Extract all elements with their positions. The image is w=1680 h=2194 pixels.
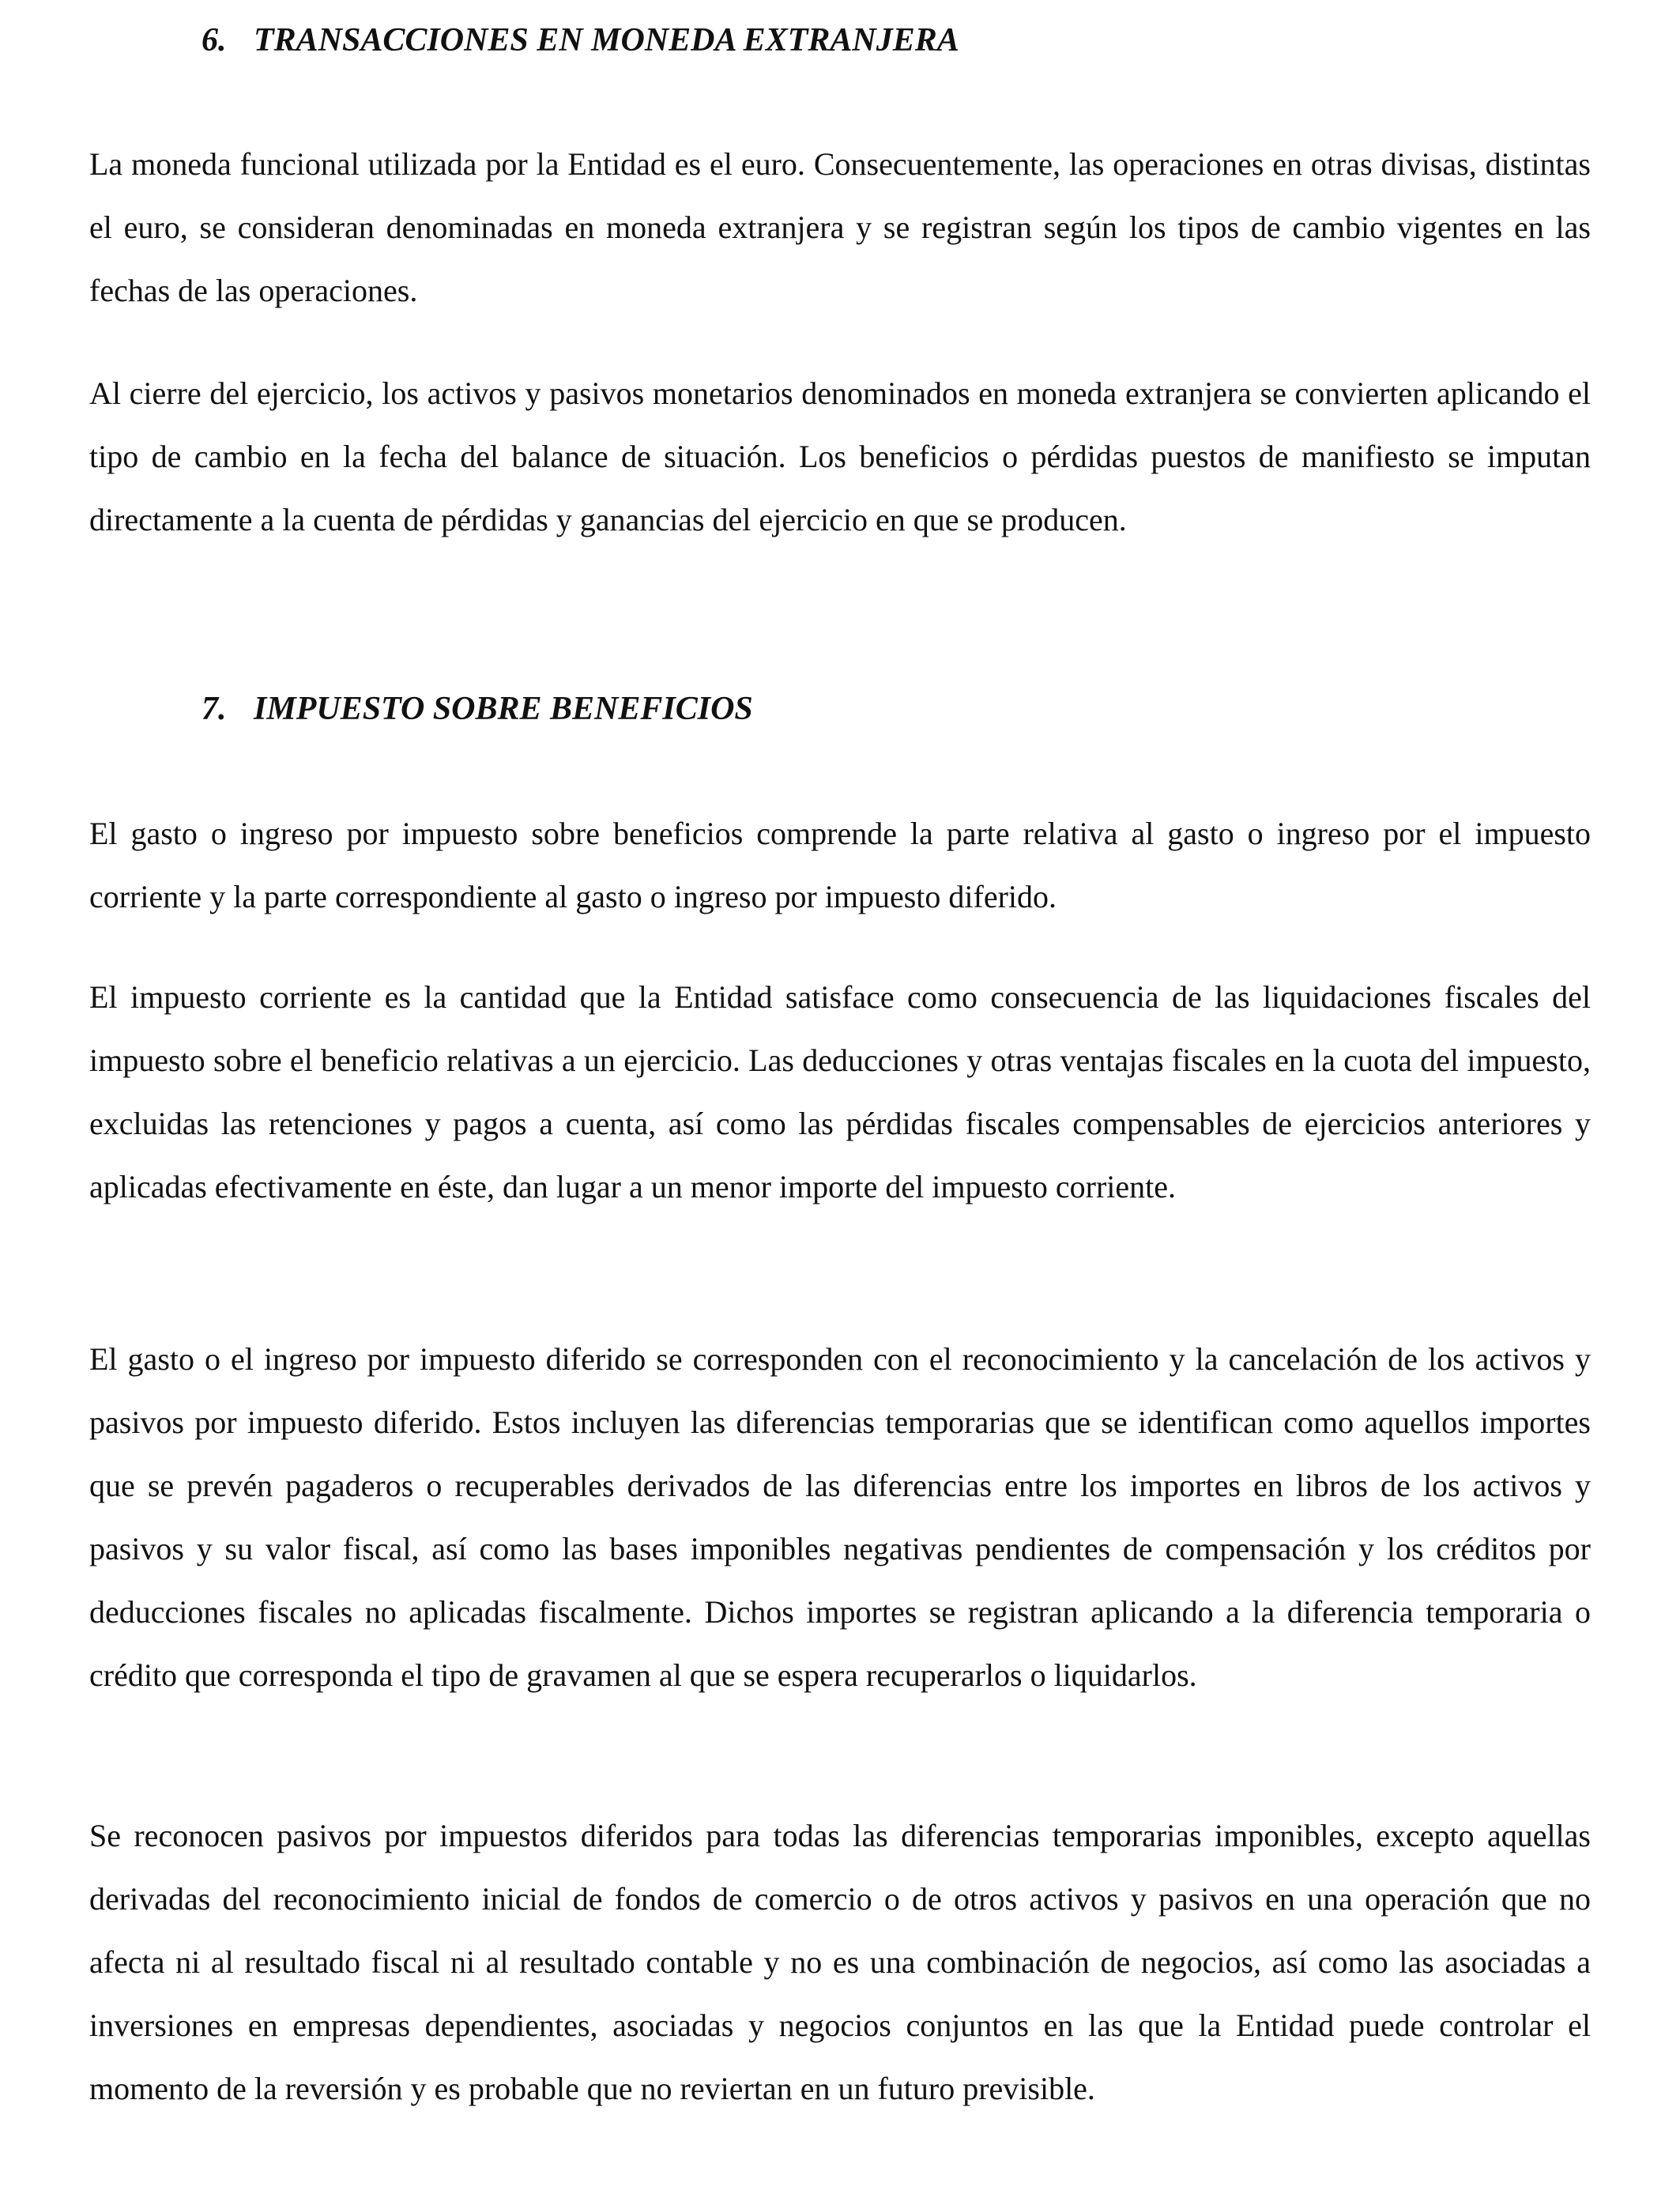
section-6-title: TRANSACCIONES EN MONEDA EXTRANJERA — [254, 22, 959, 58]
section-7-paragraph-4: Se reconocen pasivos por impuestos diferidos para todas las diferencias temporarias imponibles, excepto aquellas derivadas del reconocimiento inicial de fondos de comercio o de otros activos y pasivos en una operación que no afecta ni al resultado fiscal ni al resultado contable y no es una combinación de negocios, así como las asociadas a inversiones en empresas dependientes, asociadas y negocios conjuntos en las que la Entidad puede controlar el momento de la reversión y es probable que no reviertan en un futuro previsible. — [89, 1818, 1591, 2106]
section-6-paragraph-1: La moneda funcional utilizada por la Entidad es el euro. Consecuentemente, las operaciones en otras divisas, distintas el euro, se consideran denominadas en moneda extranjera y se registran según los tipos de cambio vigentes en las fechas de las operaciones. — [89, 146, 1591, 308]
section-6-paragraph-2: Al cierre del ejercicio, los activos y pasivos monetarios denominados en moneda extranjera se convierten aplicando el tipo de cambio en la fecha del balance de situación. Los beneficios o pérdidas puestos de manifiesto se imputan directamente a la cuenta de pérdidas y ganancias del ejercicio en que se producen. — [89, 375, 1591, 537]
section-7-heading — [202, 692, 753, 726]
section-6-number: 6. — [202, 22, 227, 58]
section-7-title: IMPUESTO SOBRE BENEFICIOS — [254, 691, 753, 727]
section-7-number: 7. — [202, 691, 227, 727]
section-7-paragraph-1: El gasto o ingreso por impuesto sobre beneficios comprende la parte relativa al gasto o ingreso por el impuesto corriente y la parte correspondiente al gasto o ingreso por impuesto diferido. — [89, 816, 1591, 914]
section-7-paragraph-2: El impuesto corriente es la cantidad que la Entidad satisface como consecuencia de las liquidaciones fiscales del impuesto sobre el beneficio relativas a un ejercicio. Las deducciones y otras ventajas fiscales en la cuota del impuesto, excluidas las retenciones y pagos a cuenta, así como las pérdidas fiscales compensables de ejercicios anteriores y aplicadas efectivamente en éste, dan lugar a un menor importe del impuesto corriente. — [89, 979, 1591, 1204]
section-6-heading — [202, 24, 959, 57]
section-7-paragraph-3: El gasto o el ingreso por impuesto diferido se corresponden con el reconocimiento y la cancelación de los activos y pasivos por impuesto diferido. Estos incluyen las diferencias temporarias que se identifican como aquellos importes que se prevén pagaderos o recuperables derivados de las diferencias entre los importes en libros de los activos y pasivos y su valor fiscal, así como las bases imponibles negativas pendientes de compensación y los créditos por deducciones fiscales no aplicadas fiscalmente. Dichos importes se registran aplicando a la diferencia temporaria o crédito que corresponda el tipo de gravamen al que se espera recuperarlos o liquidarlos. — [89, 1341, 1591, 1693]
